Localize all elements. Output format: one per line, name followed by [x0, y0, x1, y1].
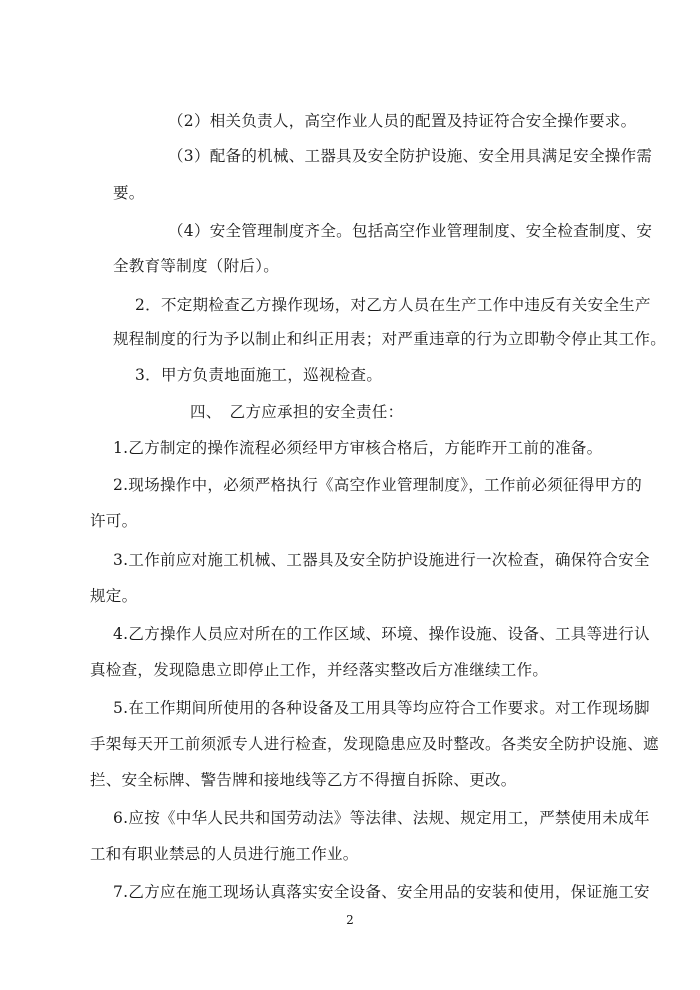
- text-line: 3.工作前应对施工机械、工器具及安全防护设施进行一次检查，确保符合安全: [113, 550, 650, 569]
- text-line: 规定。: [90, 586, 138, 605]
- section-heading: 四、 乙方应承担的安全责任：: [190, 402, 404, 421]
- text-line: 6.应按《中华人民共和国劳动法》等法律、法规、规定用工，严禁使用未成年: [113, 808, 650, 827]
- text-line: （3）配备的机械、工器具及安全防护设施、安全用具满足安全操作需: [168, 146, 653, 165]
- text-line: 真检查，发现隐患立即停止工作，并经落实整改后方准继续工作。: [90, 660, 549, 679]
- text-line: 规程制度的行为予以制止和纠正用表；对严重违章的行为立即勒令停止其工作。: [113, 329, 667, 348]
- text-line: 工和有职业禁忌的人员进行施工作业。: [90, 844, 359, 863]
- text-line: （2）相关负责人，高空作业人员的配置及持证符合安全操作要求。: [168, 111, 637, 130]
- text-line: 要。: [113, 183, 145, 202]
- page-number: 2: [346, 913, 354, 927]
- text-line: 1.乙方制定的操作流程必须经甲方审核合格后，方能昨开工前的准备。: [113, 438, 603, 457]
- text-line: 2.现场操作中，必须严格执行《高空作业管理制度》，工作前必须征得甲方的: [113, 475, 643, 494]
- text-line: 拦、安全标牌、警告牌和接地线等乙方不得擅自拆除、更改。: [90, 770, 517, 789]
- text-line: （4）安全管理制度齐全。包括高空作业管理制度、安全检查制度、安: [168, 221, 653, 240]
- text-line: 5.在工作期间所使用的各种设备及工用具等均应符合工作要求。对工作现场脚: [113, 698, 650, 717]
- text-line: 2．不定期检查乙方操作现场，对乙方人员在生产工作中违反有关安全生产: [135, 295, 651, 314]
- text-line: 全教育等制度（附后）。: [113, 256, 280, 275]
- text-line: 7.乙方应在施工现场认真落实安全设备、安全用品的安装和使用，保证施工安: [113, 882, 650, 901]
- text-line: 许可。: [90, 511, 138, 530]
- text-line: 手架每天开工前须派专人进行检查，发现隐患应及时整改。各类安全防护设施、遮: [90, 734, 659, 753]
- text-line: 4.乙方操作人员应对所在的工作区域、环境、操作设施、设备、工具等进行认: [113, 624, 650, 643]
- text-line: 3．甲方负责地面施工，巡视检查。: [135, 365, 383, 384]
